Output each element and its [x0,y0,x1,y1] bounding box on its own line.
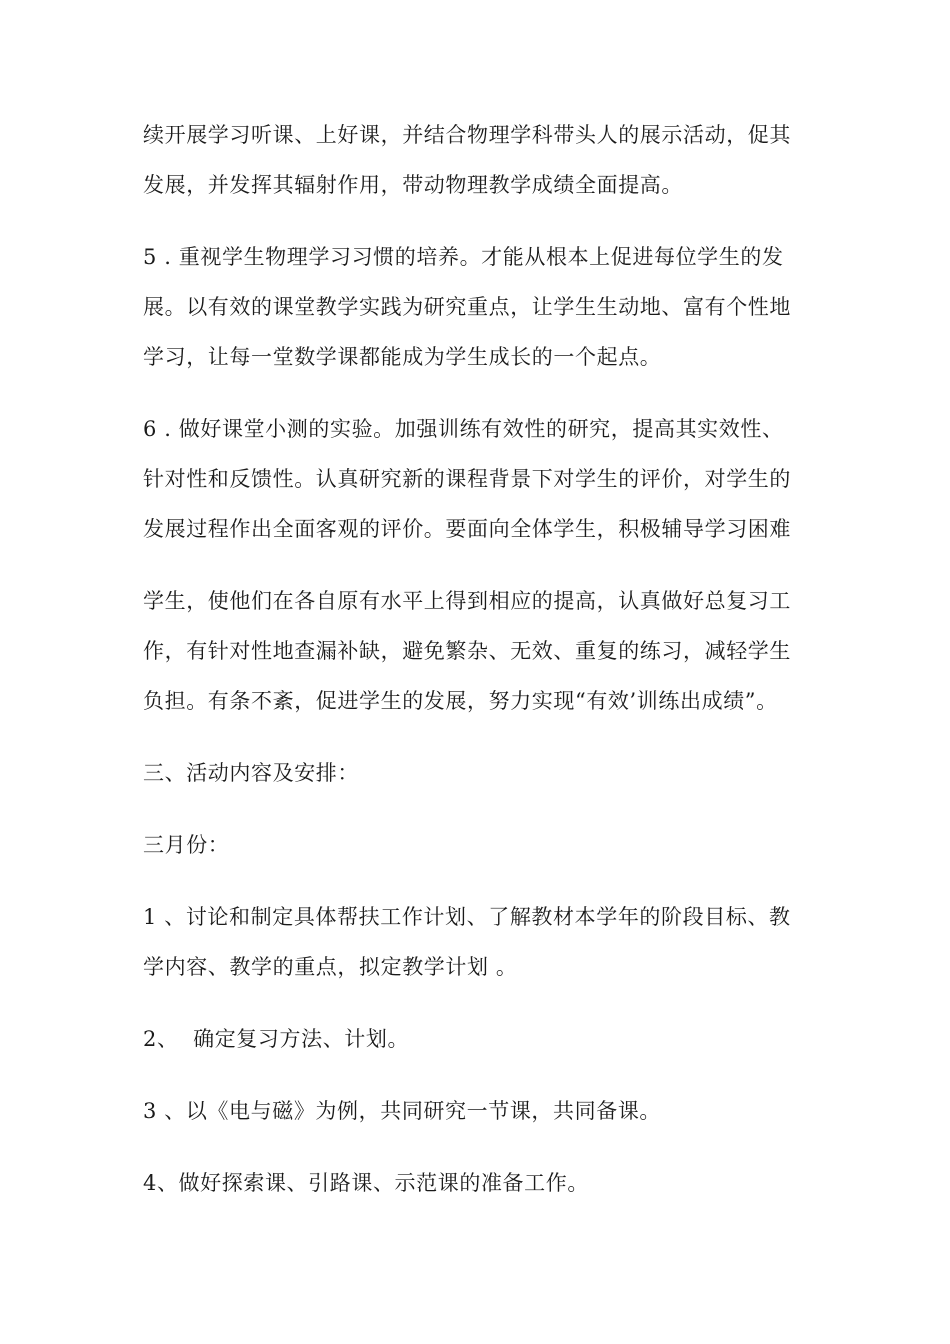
list-item-line: 2、 确定复习方法、计划。 [143,1027,410,1051]
paragraph-line: 续开展学习听课、上好课，并结合物理学科带头人的展示活动，促其 [143,123,791,147]
paragraph-line: 5 . 重视学生物理学习习惯的培养。才能从根本上促进每位学生的发 [143,245,784,269]
paragraph-line: 发展过程作出全面客观的评价。要面向全体学生，积极辅导学习困难 [143,517,791,541]
month-heading: 三月份： [143,833,230,857]
paragraph-line: 发展，并发挥其辐射作用，带动物理教学成绩全面提高。 [143,173,683,197]
paragraph-line: 负担。有条不紊，促进学生的发展，努力实现“有效’训练出成绩”。 [143,689,778,713]
section-heading: 三、活动内容及安排： [143,761,359,785]
list-item-line: 1 、讨论和制定具体帮扶工作计划、了解教材本学年的阶段目标、教 [143,905,791,929]
paragraph-line: 针对性和反馈性。认真研究新的课程背景下对学生的评价，对学生的 [143,467,791,491]
paragraph-line: 学生，使他们在各自原有水平上得到相应的提高，认真做好总复习工 [143,589,791,613]
paragraph-line: 学习，让每一堂数学课都能成为学生成长的一个起点。 [143,345,662,369]
list-item-line: 4、做好探索课、引路课、示范课的准备工作。 [143,1171,589,1195]
list-item-line: 3 、以《电与磁》为例，共同研究一节课，共同备课。 [143,1099,662,1123]
list-item-line: 学内容、教学的重点，拟定教学计划 。 [143,955,518,979]
paragraph-line: 6 . 做好课堂小测的实验。加强训练有效性的研究，提高其实效性、 [143,417,784,441]
paragraph-line: 展。以有效的课堂教学实践为研究重点，让学生生动地、富有个性地 [143,295,791,319]
paragraph-line: 作，有针对性地查漏补缺，避免繁杂、无效、重复的练习，减轻学生 [143,639,791,663]
